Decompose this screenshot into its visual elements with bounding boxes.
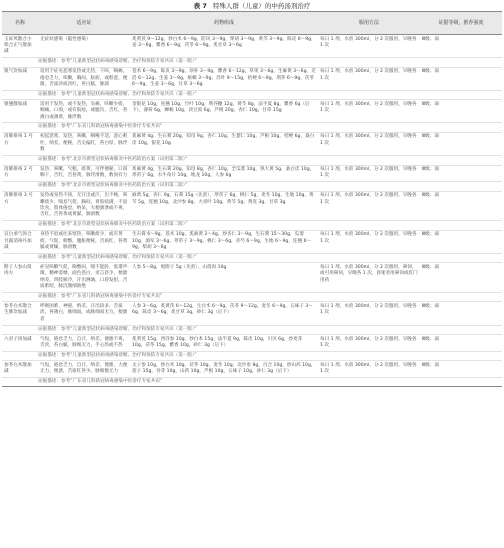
evidence-description: 证据描述：参考“儿童新型冠状病毒感染诊断、治疗和预防专家共识（第一版）” — [2, 325, 502, 334]
cell-method: 每日 1 剂，水煎 300ml，分 2 次服用，早晚各 1 次 — [318, 67, 420, 90]
cell-composition: 人参 5～8g，炮附子 5g（先煎），山萸肉 10g — [130, 263, 318, 293]
cell-grade: Ⅲ级；弱 — [420, 361, 502, 378]
table-caption-title: 特殊人群（儿童）的中药汤剂治疗 — [212, 2, 311, 10]
table-row — [2, 230, 502, 253]
table-header — [2, 12, 502, 35]
cell-indication: 呼吸困难，神倦，纳差，汗出较多，舌质淡，苔薄白，脉细弱，或脉细而无力，便溏者 — [38, 302, 130, 325]
cell-composition: 苍术 6～9g，陈皮 3～9g，厚朴 3～9g，藿香 6～12g，草果 3～6g，生麻黄 3～6g，羌活 6～12g，生姜 3～9g，槟榔 3～9g，苏叶 9～15g，桔梗 6～9g，荆芥 6～9g，茯苓 6～9g，生姜 3～6g，甘草 3～6g — [130, 67, 318, 90]
cell-indication: 无症状感染（隐性感染） — [38, 35, 130, 58]
cell-indication: 初起恶寒，发热，咳嗽，咽喉不适，恶心呕吐，纳差，便秘，舌尖偏红，苔白厚，脉浮数 — [38, 132, 130, 155]
cell-indication: 发热或身热不扬，无汗出或汗，出不畅，咳嗽痰少，喘息气促，胸闷，胃脘痞满，不思饮食，肢体倦怠，纳呆，大便溏泄或不爽，舌红，舌苔黄或黄腻，脉滑数 — [38, 191, 130, 221]
evidence-row — [2, 351, 502, 360]
header-method: 服用方法 — [318, 12, 420, 35]
cell-name: 银翘散加减 — [2, 100, 38, 123]
cell-grade: Ⅲ级；弱 — [420, 230, 502, 253]
cell-grade: Ⅲ级；弱 — [420, 302, 502, 325]
evidence-description: 证据描述：参考“北京市新型冠状病毒肺炎中医药防治方案（试用第二版）” — [2, 156, 502, 165]
cell-composition: 人参 3～6g，炙黄芪 6～12g，生白术 6～9g，茯苓 9～12g，麦冬 6～9g，五味子 3～6g，陈皮 3～6g，炙甘草 3g，砂仁 3g（后下） — [130, 302, 318, 325]
cell-name: 六君子汤加减 — [2, 335, 38, 352]
evidence-description: 证据描述：参考“北京市新型冠状病毒肺炎中医药防治方案（试用第二版）” — [2, 221, 502, 230]
table-row — [2, 67, 502, 90]
evidence-row — [2, 123, 502, 132]
table-row — [2, 302, 502, 325]
cell-method: 每日 1 剂，水煎 300ml，分 2 次服用，早晚各 1 次 — [318, 361, 420, 378]
evidence-row — [2, 253, 502, 262]
cell-composition: 炙麻黄 4g，生石膏 20g，知母 9g，杏仁 10g，生薏仁 10g，芦根 10g，桔梗 6g，桑白皮 10g，银花 10g — [130, 132, 318, 155]
cell-grade: Ⅲ级；弱 — [420, 335, 502, 352]
cell-grade: Ⅲ级；弱 — [420, 67, 502, 90]
cell-method: 每日 1 剂，水煎 300ml，分 2 次服用，早晚各 1 次 — [318, 100, 420, 123]
cell-method: 每日 1 剂，水煎 300ml，分 2 次服用，早晚各 1 次 — [318, 230, 420, 253]
cell-method: 每日 1 剂，水煎 300ml，分 2 次服用，鼻饲，或可用鼻饲，早晚各 1 次，昏迷者用鼻饲或肛门用药 — [318, 263, 420, 293]
evidence-row — [2, 156, 502, 165]
table-row — [2, 165, 502, 182]
table-row — [2, 191, 502, 221]
evidence-row — [2, 378, 502, 387]
cell-indication: 发热，咳嗽，气粗，痰黄，可伴便秘，口渴咽干，舌红，舌苔黄，脉浮滑数，数而有力 — [38, 165, 130, 182]
header-name: 名称 — [2, 12, 38, 35]
evidence-description: 证据描述：参考“儿童新型冠状病毒感染诊断、治疗和预防专家共识（第一版）” — [2, 58, 502, 67]
cell-composition: 炙黄芪 15g，西洋参 10g，炒白术 15g，法半夏 9g，陈皮 10g，川贝 6g，炒麦芽 10g，茯苓 15g，藿香 10g，砂仁 3g（后下） — [130, 335, 318, 352]
evidence-row — [2, 182, 502, 191]
header-indication: 适应证 — [38, 12, 130, 35]
cell-name: 附子人参山萸肉方 — [2, 263, 38, 293]
cell-composition: 生石膏 6～9g，苍术 10g，炙麻黄 2～4g，炒杏仁 3～9g，生石膏 15～30g，瓜蒌 10g，酒军 3～6g，葶苈子 3～9g，桃仁 3～6g，赤芍 6～9g，生地 6～9g，连翘 6～9g，柴胡 3～6g — [130, 230, 318, 253]
cell-name: 参苓白术散合生脉饮加减 — [2, 302, 38, 325]
cell-composition: 金银花 10g，连翘 10g，竹叶 10g，荆芥穗 12g，黄芩 8g，法半夏 8g，藿香 6g（后下），薄荷 6g，蝉蜕 10g，淡豆豉 6g，芦根 20g，杏仁 10g，甘草 15g — [130, 100, 318, 123]
cell-indication: 身热不退或往来寒热，咳嗽痰少，或有黄痰，气促，喘憋，腹胀便秘，舌质红，苔黄腻或黄燥，脉滑数 — [38, 230, 130, 253]
table-row — [2, 132, 502, 155]
cell-indication: 症见咳嗽气促，胸憋闷，喘不能卧，低谐声微，精神萎靡，面色苍白，语言甚少，便溏纳差，四肢厥冷，汗出淋漓，口唇发绀，舌质紫暗，脉沉微细欲绝 — [38, 263, 130, 293]
evidence-description: 证据描述：参考“儿童新型冠状病毒感染诊断、治疗和预防专家共识（第一版）” — [2, 351, 502, 360]
cell-indication: 气短，倦怠乏力，自汗，纳差，便溏，大便无力，便溏，舌质红苔少，脉细数无力 — [38, 361, 130, 378]
header-composition: 药物组成 — [130, 12, 318, 35]
evidence-row — [2, 221, 502, 230]
evidence-row — [2, 293, 502, 302]
table-row — [2, 361, 502, 378]
cell-method: 每日 1 剂，水煎 300ml，分 2 次服用，早晚各 1 次 — [318, 335, 420, 352]
cell-composition: 炙黄芪 9～12g，炒白术 6～9g，防风 3～9g，柴胡 3～9g，黄芩 3～9g，陈皮 6～9g，姜 3～6g，藿香 6～9g，茯苓 6～9g，炙甘草 3～6g — [130, 35, 318, 58]
cell-name: 清肺排毒 2 号方 — [2, 165, 38, 182]
header-grade: 证据等级，推荐强度 — [420, 12, 502, 35]
table-row — [2, 263, 502, 293]
cell-grade: Ⅲ级；弱 — [420, 165, 502, 182]
cell-indication: 适用于症见恶寒发热或无热，干咳，咽痛，倦怠乏力，咳嗽，胸闷，脘痞，或呕恶，便溏。舌质淡或淡红，苔白腻，脉濡 — [38, 67, 130, 90]
cell-composition: 炙麻黄 4g，生石膏 20g，知母 8g，杏仁 10g，全瓜蒌 10g，熟大黄 5g，桑白皮 10g，葶苈子 6g，水牛角片 10g，地龙 10g，人参 6g — [130, 165, 318, 182]
header-row — [2, 12, 502, 35]
cell-grade: Ⅲ级；弱 — [420, 263, 502, 293]
evidence-description: 证据描述：参考“广东省儿科新冠病毒感染中医诊疗专家共识” — [2, 378, 502, 387]
herbal-treatment-table — [2, 11, 502, 387]
table-caption-label: 表 7 — [193, 2, 207, 10]
evidence-description: 证据描述：参考“儿童新型冠状病毒感染诊断、治疗和预防专家共识（第一版）” — [2, 90, 502, 99]
cell-name: 宣白承气汤合甘露消毒丹加减 — [2, 230, 38, 253]
cell-composition: 麻黄 5g，杏仁 9g，石膏 15g（先煎），葶苈子 6g，桃仁 5g，麦冬 10g，生地 10g，黄芩 5g，连翘 10g，北沙参 8g，大青叶 10g，黄芩 5g，黄连 3g，甘草 3g — [130, 191, 318, 221]
evidence-row — [2, 58, 502, 67]
cell-grade: Ⅲ级；弱 — [420, 191, 502, 221]
cell-composition: 太子参 10g，炒白术 10g，茯苓 10g，麦冬 10g，北沙参 8g，百合 10g，炒山药 10g，莲子 15g，谷芽 10g，山药 10g，芦根 10g，五味子 10g，砂仁 3g（后下） — [130, 361, 318, 378]
cell-name: 参苓白术散加减 — [2, 361, 38, 378]
cell-name: 清肺排毒 1 号方 — [2, 132, 38, 155]
evidence-description: 证据描述：参考“广东省儿科新冠病毒感染中医诊疗专家共识” — [2, 123, 502, 132]
cell-indication: 气短，倦怠乏力，自汗，纳差，便溏不爽，舌淡，苔白腻，脉细无力，手心热或不热 — [38, 335, 130, 352]
evidence-description: 证据描述：参考“儿童新型冠状病毒感染诊断、治疗和预防专家共识（第一版）” — [2, 253, 502, 262]
cell-method: 每日 1 剂，水煎 300ml，分 2 次服用，早晚各 1 次 — [318, 35, 420, 58]
cell-method: 每日 1 剂，水煎 300ml，分 2 次服用，早晚各 1 次 — [318, 132, 420, 155]
evidence-description: 证据描述：参考“北京市新型冠状病毒肺炎中医药防治方案（试用第二版）” — [2, 182, 502, 191]
cell-name: 清肺排毒 3 号方 — [2, 191, 38, 221]
cell-indication: 适用于发热，或不发热，头痛，咳嗽少痰，咽痛，口渴，或有脘痞，或腹泻，舌红，苔薄白或薄黄，脉浮数 — [38, 100, 130, 123]
cell-method: 每日 1 剂，水煎 300ml，分 2 次服用，早晚各 1 次 — [318, 165, 420, 182]
table-body — [2, 35, 502, 387]
evidence-row — [2, 90, 502, 99]
table-row — [2, 100, 502, 123]
cell-grade: Ⅲ级；弱 — [420, 132, 502, 155]
cell-grade: Ⅲ级；弱 — [420, 35, 502, 58]
cell-method: 每日 1 剂，水煎 300ml，分 2 次服用，早晚各 1 次 — [318, 191, 420, 221]
evidence-row — [2, 325, 502, 334]
cell-name: 玉屏风散合小柴合正气散加减 — [2, 35, 38, 58]
cell-grade: Ⅲ级；弱 — [420, 100, 502, 123]
cell-method: 每日 1 剂，水煎 300ml，分 2 次服用，早晚各 1 次 — [318, 302, 420, 325]
cell-name: 银气饮加减 — [2, 67, 38, 90]
table-caption — [0, 2, 504, 10]
evidence-description: 证据描述：参考“广东省儿科新冠病毒感染中医诊疗专家共识” — [2, 293, 502, 302]
table-row — [2, 335, 502, 352]
table-row — [2, 35, 502, 58]
